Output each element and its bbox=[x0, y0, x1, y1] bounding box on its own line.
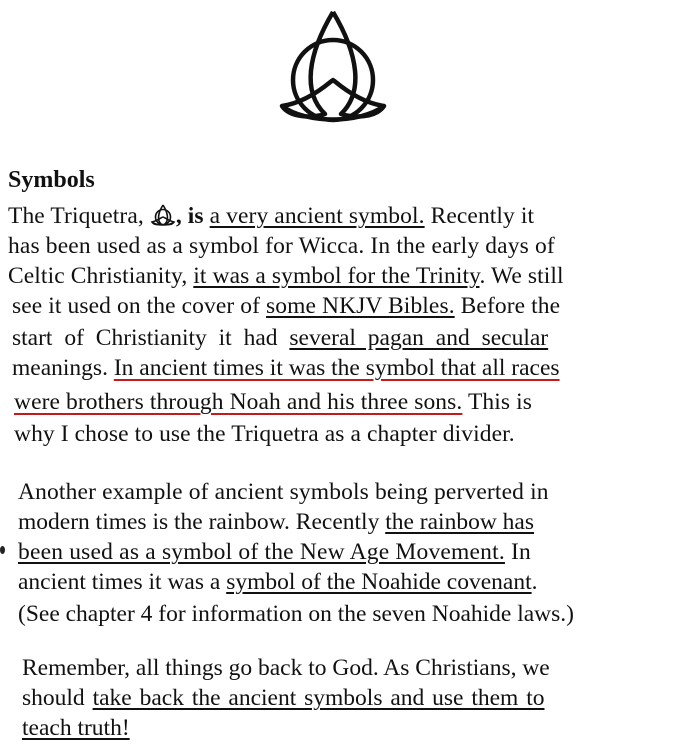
underlined-phrase: take back the ancient symbols and use them to bbox=[92, 685, 545, 711]
text-run: Celtic Christianity, bbox=[8, 263, 194, 289]
p2-line-2 bbox=[18, 508, 534, 536]
p3-line-3 bbox=[22, 714, 130, 742]
p3-line-2 bbox=[22, 684, 545, 712]
underlined-phrase: the rainbow has bbox=[385, 509, 535, 535]
p2-line-3 bbox=[18, 538, 531, 566]
text-run: . bbox=[531, 569, 538, 595]
underlined-phrase: some NKJV Bibles. bbox=[266, 293, 455, 319]
p2-line-4 bbox=[18, 568, 537, 596]
red-underlined-phrase: were brothers through Noah and his three sons. bbox=[14, 389, 463, 415]
p1-line-7 bbox=[14, 388, 532, 416]
p1-line-3 bbox=[8, 262, 564, 290]
p1-line-1 bbox=[8, 202, 534, 230]
p1-line-8: why I chose to use the Triquetra as a chapter divider. bbox=[14, 421, 515, 447]
text-run: Before the bbox=[454, 293, 561, 319]
underlined-phrase: teach truth! bbox=[22, 715, 130, 741]
p1-line-2: has been used as a symbol for Wicca. In the early days of bbox=[8, 233, 555, 259]
underlined-phrase: a very ancient symbol. bbox=[209, 203, 425, 229]
underlined-phrase: symbol of the Noahide covenant bbox=[226, 569, 532, 595]
text-run: In bbox=[504, 539, 531, 565]
text-run: see it used on the cover of bbox=[12, 293, 267, 319]
text-run: ancient times it was a bbox=[18, 569, 227, 595]
margin-mark bbox=[0, 546, 5, 554]
section-heading: Symbols bbox=[8, 167, 95, 193]
text-run: Recently it bbox=[424, 203, 535, 229]
red-underlined-phrase: In ancient times it was the symbol that all races bbox=[113, 355, 560, 381]
text-run: modern times is the rainbow. Recently bbox=[18, 509, 386, 535]
text-run: should bbox=[22, 685, 93, 711]
text-run: The Triquetra, bbox=[8, 203, 150, 229]
underlined-phrase: it was a symbol for the Trinity bbox=[193, 263, 480, 289]
triquetra-icon bbox=[270, 6, 396, 128]
p1-line-4 bbox=[12, 292, 560, 320]
p3-line-1: Remember, all things go back to God. As Christians, we bbox=[22, 655, 550, 681]
p2-line-5: (See chapter 4 for information on the seven Noahide laws.) bbox=[18, 601, 574, 627]
underlined-phrase: several pagan and secular bbox=[289, 325, 549, 351]
text-run: meanings. bbox=[12, 355, 108, 381]
p1-line-5 bbox=[12, 324, 548, 352]
underlined-phrase: been used as a symbol of the New Age Movement. bbox=[18, 539, 505, 565]
text-run: . We still bbox=[479, 263, 564, 289]
small-triquetra-icon bbox=[150, 203, 176, 227]
p1-line-6 bbox=[12, 354, 560, 382]
p2-line-1: Another example of ancient symbols being perverted in bbox=[18, 479, 549, 505]
text-run: This is bbox=[462, 389, 532, 415]
text-run: start of Christianity it had bbox=[12, 325, 290, 351]
text-run: , is bbox=[175, 203, 210, 229]
